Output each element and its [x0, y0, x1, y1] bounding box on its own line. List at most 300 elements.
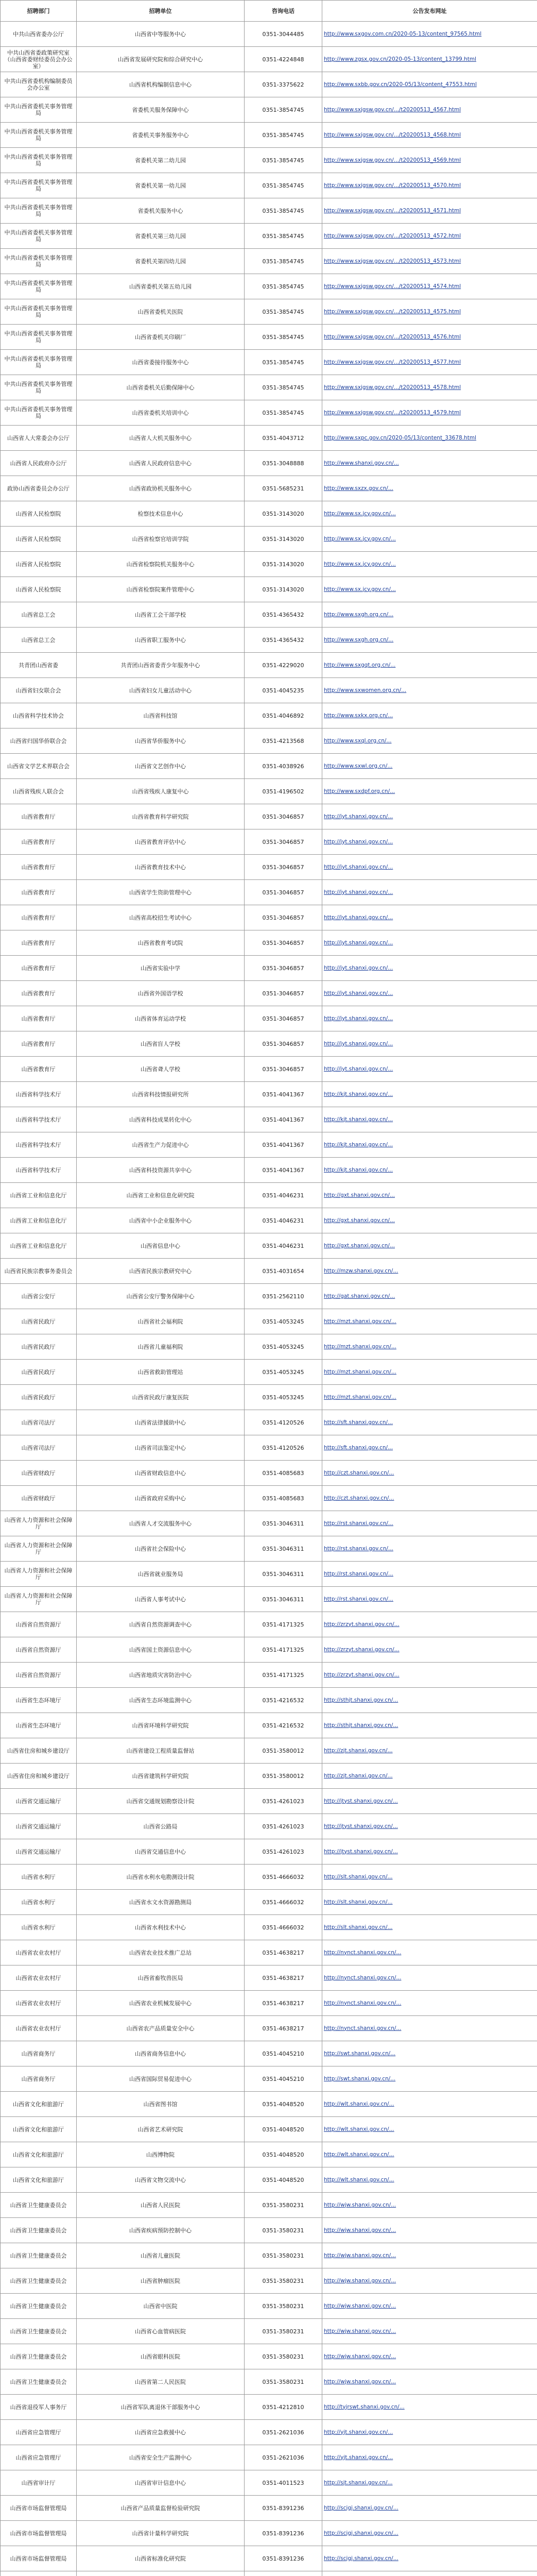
table-row	[1, 1082, 537, 1107]
notice-link[interactable]: http://www.sxwomen.org.cn/...	[324, 687, 407, 693]
cell-phone: 0351-4638217	[245, 1991, 322, 2016]
cell-unit: 山西省检察官培训学院	[77, 527, 245, 552]
notice-link[interactable]: http://www.sxjgsw.gov.cn/.../t20200513_4578.html	[324, 384, 461, 391]
cell-phone: 0351-4038926	[245, 754, 322, 779]
table-row	[1, 2092, 537, 2117]
cell-department: 山西省农业农村厅	[1, 1991, 77, 2016]
notice-link[interactable]: http://jyt.shanxi.gov.cn/...	[324, 964, 393, 971]
table-row	[1, 2571, 537, 2576]
cell-phone: 0351-3044485	[245, 22, 322, 47]
cell-unit: 山西省肿瘤医院	[77, 2268, 245, 2294]
notice-link[interactable]: http://www.sxbb.gov.cn/2020-05/13/content_47553.html	[324, 81, 477, 88]
cell-department: 山西省民政厅	[1, 1309, 77, 1334]
notice-link[interactable]: http://wjw.shanxi.gov.cn/...	[324, 2302, 396, 2309]
notice-link[interactable]: http://jtyst.shanxi.gov.cn/...	[324, 1823, 398, 1829]
notice-link[interactable]: http://kjt.shanxi.gov.cn/...	[324, 1091, 393, 1097]
cell-department: 山西省教育厅	[1, 1006, 77, 1031]
cell-unit: 山西省畜牧兽医局	[77, 1965, 245, 1991]
notice-link[interactable]: http://zrzyt.shanxi.gov.cn/...	[324, 1646, 400, 1653]
cell-unit: 山西省委机关第五幼儿园	[77, 274, 245, 299]
notice-link[interactable]: http://www.shanxi.gov.cn/...	[324, 460, 399, 466]
cell-phone: 0351-3854745	[245, 123, 322, 148]
cell-unit: 山西省科技成果转化中心	[77, 1107, 245, 1132]
cell-url	[322, 1132, 537, 1158]
cell-department: 山西省应急管理厅	[1, 2420, 77, 2445]
table-row	[1, 1132, 537, 1158]
notice-link[interactable]: http://www.sxjgsw.gov.cn/.../t20200513_4568.html	[324, 131, 461, 138]
cell-url	[322, 779, 537, 804]
cell-url	[322, 628, 537, 653]
notice-link[interactable]: http://nynct.shanxi.gov.cn/...	[324, 1949, 402, 1956]
cell-url	[322, 905, 537, 930]
cell-phone: 0351-3046311	[245, 1562, 322, 1587]
table-row	[1, 1713, 537, 1738]
cell-unit: 山西省教育技术中心	[77, 855, 245, 880]
notice-link[interactable]: http://yjt.shanxi.gov.cn/...	[324, 2429, 393, 2435]
cell-url	[322, 2117, 537, 2142]
cell-url	[322, 1410, 537, 1435]
notice-link[interactable]: http://www.sxjgsw.gov.cn/.../t20200513_4567.html	[324, 106, 461, 113]
cell-url	[322, 2016, 537, 2041]
cell-department: 山西省文化和旅游厅	[1, 2092, 77, 2117]
notice-link[interactable]: http://slt.shanxi.gov.cn/...	[324, 1873, 393, 1880]
cell-phone: 0351-4053245	[245, 1334, 322, 1360]
notice-link[interactable]: http://www.sxjgsw.gov.cn/.../t20200513_4575.html	[324, 308, 461, 315]
table-row	[1, 173, 537, 198]
cell-department	[1, 2571, 77, 2576]
cell-url	[322, 476, 537, 501]
cell-department: 山西省总工会	[1, 628, 77, 653]
cell-url	[322, 1486, 537, 1511]
notice-link[interactable]: http://www.sxjgsw.gov.cn/.../t20200513_4570.html	[324, 182, 461, 189]
header-url: 公告发布网址	[322, 1, 537, 22]
notice-link[interactable]: http://sthjt.shanxi.gov.cn/...	[324, 1697, 399, 1703]
notice-link[interactable]: http://wjw.shanxi.gov.cn/...	[324, 2227, 396, 2233]
cell-url	[322, 577, 537, 602]
table-row	[1, 1915, 537, 1940]
cell-department: 山西省教育厅	[1, 905, 77, 930]
cell-unit: 山西省委机关培训中心	[77, 400, 245, 426]
notice-link[interactable]: http://www.sxql.org.cn/...	[324, 737, 392, 744]
notice-link[interactable]: http://wlt.shanxi.gov.cn/...	[324, 2126, 394, 2132]
cell-department: 山西省教育厅	[1, 829, 77, 855]
cell-department: 山西省交通运输厅	[1, 1789, 77, 1814]
cell-url	[322, 325, 537, 350]
cell-url	[322, 2369, 537, 2395]
cell-phone: 0351-3580012	[245, 1764, 322, 1789]
cell-phone: 0351-3046857	[245, 1057, 322, 1082]
notice-link[interactable]: http://tyjrswt.shanxi.gov.cn/...	[324, 2403, 405, 2410]
notice-link[interactable]: http://gxt.shanxi.gov.cn/...	[324, 1217, 395, 1224]
notice-link[interactable]: http://www.sxjgsw.gov.cn/.../t20200513_4574.html	[324, 283, 461, 290]
notice-link[interactable]: http://czt.shanxi.gov.cn/...	[324, 1495, 394, 1501]
notice-link[interactable]: http://www.sxdpf.org.cn/...	[324, 788, 395, 794]
cell-url	[322, 1915, 537, 1940]
cell-department: 山西省教育厅	[1, 981, 77, 1006]
cell-url	[322, 2420, 537, 2445]
cell-department: 山西省民政厅	[1, 1360, 77, 1385]
table-row	[1, 476, 537, 501]
notice-link[interactable]: http://www.sx.jcy.gov.cn/...	[324, 561, 396, 567]
notice-link[interactable]: http://www.sx.jcy.gov.cn/...	[324, 586, 396, 592]
cell-url	[322, 501, 537, 527]
cell-phone: 0351-3143020	[245, 527, 322, 552]
table-row	[1, 2344, 537, 2369]
cell-url	[322, 2268, 537, 2294]
cell-phone: 0351-3580231	[245, 2344, 322, 2369]
table-row	[1, 72, 537, 97]
cell-url	[322, 1385, 537, 1410]
cell-department: 山西省农业农村厅	[1, 1940, 77, 1965]
notice-link[interactable]: http://nynct.shanxi.gov.cn/...	[324, 1974, 402, 1981]
cell-department: 山西省农业农村厅	[1, 1965, 77, 1991]
notice-link[interactable]: http://www.sxwl.org.cn/...	[324, 762, 393, 769]
cell-department: 中共山西省委机关事务管理局	[1, 173, 77, 198]
cell-unit: 山西省国土资源信息中心	[77, 1637, 245, 1663]
cell-department: 山西省卫生健康委员会	[1, 2193, 77, 2218]
table-row	[1, 930, 537, 956]
notice-link[interactable]: http://jyt.shanxi.gov.cn/...	[324, 813, 393, 820]
cell-unit: 山西省公路局	[77, 1814, 245, 1839]
cell-department: 山西省教育厅	[1, 930, 77, 956]
cell-url	[322, 1991, 537, 2016]
table-row	[1, 400, 537, 426]
notice-link[interactable]: http://www.sxgov.com.cn/2020-05-13/content_97565.html	[324, 30, 482, 37]
cell-department: 山西省人大常委会办公厅	[1, 426, 77, 451]
notice-link[interactable]: http://www.sxgqt.org.cn/...	[324, 662, 396, 668]
notice-link[interactable]: http://rst.shanxi.gov.cn/...	[324, 1596, 393, 1602]
cell-department: 山西省卫生健康委员会	[1, 2268, 77, 2294]
cell-unit: 山西省人才交流服务中心	[77, 1511, 245, 1536]
notice-link[interactable]: http://www.sxjgsw.gov.cn/.../t20200513_4577.html	[324, 359, 461, 365]
notice-link[interactable]: http://zjt.shanxi.gov.cn/...	[324, 1772, 393, 1779]
notice-link[interactable]: http://sft.shanxi.gov.cn/...	[324, 1419, 393, 1426]
cell-department: 山西省教育厅	[1, 804, 77, 829]
cell-unit: 山西省国际贸易促进中心	[77, 2066, 245, 2092]
table-row	[1, 1890, 537, 1915]
cell-phone: 0351-4011523	[245, 2470, 322, 2496]
cell-department: 山西省卫生健康委员会	[1, 2294, 77, 2319]
notice-link[interactable]: http://nynct.shanxi.gov.cn/...	[324, 2025, 402, 2031]
cell-unit: 山西省建筑科学研究院	[77, 1764, 245, 1789]
cell-unit: 山西省水文水资源勘测局	[77, 1890, 245, 1915]
cell-unit: 山西省眼科医院	[77, 2344, 245, 2369]
notice-link[interactable]: http://mzw.shanxi.gov.cn/...	[324, 1267, 399, 1274]
cell-phone: 0351-3854745	[245, 224, 322, 249]
cell-unit: 山西省计量科学研究院	[77, 2521, 245, 2546]
cell-phone: 0351-4045210	[245, 2066, 322, 2092]
cell-url	[322, 2470, 537, 2496]
cell-phone: 0351-3854745	[245, 249, 322, 274]
notice-link[interactable]: http://www.sxjgsw.gov.cn/.../t20200513_4579.html	[324, 409, 461, 416]
cell-phone: 0351-4638217	[245, 1940, 322, 1965]
notice-link[interactable]: http://kjt.shanxi.gov.cn/...	[324, 1166, 393, 1173]
notice-link[interactable]: http://www.sxjgsw.gov.cn/.../t20200513_4572.html	[324, 232, 461, 239]
cell-url	[322, 1612, 537, 1637]
cell-phone: 0351-3580231	[245, 2369, 322, 2395]
cell-unit: 山西省水利水电勘测设计院	[77, 1865, 245, 1890]
cell-phone: 0351-3854745	[245, 325, 322, 350]
table-row	[1, 1865, 537, 1890]
table-row	[1, 1435, 537, 1461]
notice-link[interactable]: http://wjw.shanxi.gov.cn/...	[324, 2277, 396, 2284]
notice-link[interactable]: http://jyt.shanxi.gov.cn/...	[324, 1065, 393, 1072]
notice-link[interactable]: http://jyt.shanxi.gov.cn/...	[324, 1040, 393, 1047]
table-row	[1, 829, 537, 855]
cell-phone: 0351-4031654	[245, 1259, 322, 1284]
notice-link[interactable]: http://wlt.shanxi.gov.cn/...	[324, 2151, 394, 2158]
notice-link[interactable]: http://mzt.shanxi.gov.cn/...	[324, 1318, 396, 1325]
cell-department: 山西省人民检察院	[1, 577, 77, 602]
notice-link[interactable]: http://www.sx.jcy.gov.cn/...	[324, 510, 396, 517]
notice-link[interactable]: http://jyt.shanxi.gov.cn/...	[324, 914, 393, 921]
cell-phone: 0351-3580231	[245, 2294, 322, 2319]
table-row	[1, 249, 537, 274]
cell-unit: 山西省发展研究院和综合研究中心	[77, 47, 245, 72]
notice-link[interactable]: http://www.sx.jcy.gov.cn/...	[324, 535, 396, 542]
cell-department: 共青团山西省委	[1, 653, 77, 678]
cell-phone: 0351-4046231	[245, 1208, 322, 1233]
table-header-row	[1, 1, 537, 22]
notice-link[interactable]: http://wlt.shanxi.gov.cn/...	[324, 2100, 394, 2107]
cell-department: 山西省科学技术厅	[1, 1107, 77, 1132]
cell-unit: 山西省环境科学研究院	[77, 1713, 245, 1738]
notice-link[interactable]: http://rst.shanxi.gov.cn/...	[324, 1545, 393, 1552]
cell-unit: 山西省交通规划勘察设计院	[77, 1789, 245, 1814]
cell-unit: 省委机关第三幼儿园	[77, 224, 245, 249]
table-row	[1, 804, 537, 829]
table-row	[1, 577, 537, 602]
notice-link[interactable]: http://kjt.shanxi.gov.cn/...	[324, 1141, 393, 1148]
cell-department: 山西省自然资源厅	[1, 1637, 77, 1663]
cell-department: 山西省工业和信息化厅	[1, 1208, 77, 1233]
table-row	[1, 2142, 537, 2167]
table-row	[1, 1511, 537, 1536]
notice-link[interactable]: http://www.zgsx.gov.cn/2020-05-13/content_13799.html	[324, 56, 476, 62]
cell-url	[322, 754, 537, 779]
notice-link[interactable]: http://sthjt.shanxi.gov.cn/...	[324, 1722, 399, 1728]
cell-phone: 0351-3046857	[245, 829, 322, 855]
notice-link[interactable]: http://www.sxjgsw.gov.cn/.../t20200513_4573.html	[324, 258, 461, 264]
cell-url	[322, 2445, 537, 2470]
notice-link[interactable]: http://wjw.shanxi.gov.cn/...	[324, 2252, 396, 2259]
cell-phone: 0351-4171325	[245, 1637, 322, 1663]
cell-url	[322, 1183, 537, 1208]
cell-department: 山西省教育厅	[1, 880, 77, 905]
table-row	[1, 1233, 537, 1259]
notice-link[interactable]: http://gxt.shanxi.gov.cn/...	[324, 1192, 395, 1198]
notice-link[interactable]: http://scjgj.shanxi.gov.cn/...	[324, 2504, 399, 2511]
notice-link[interactable]: http://jyt.shanxi.gov.cn/...	[324, 889, 393, 895]
notice-link[interactable]: http://czt.shanxi.gov.cn/...	[324, 1469, 394, 1476]
cell-department: 山西省交通运输厅	[1, 1814, 77, 1839]
cell-phone: 0351-4171325	[245, 1612, 322, 1637]
notice-link[interactable]: http://gxt.shanxi.gov.cn/...	[324, 1242, 395, 1249]
notice-link[interactable]: http://jtyst.shanxi.gov.cn/...	[324, 1798, 398, 1804]
cell-phone: 0351-4053245	[245, 1385, 322, 1410]
cell-url	[322, 2218, 537, 2243]
table-row	[1, 527, 537, 552]
cell-unit: 山西省科技资源共享中心	[77, 1158, 245, 1183]
cell-department: 山西省人民检察院	[1, 501, 77, 527]
notice-link[interactable]: http://yjt.shanxi.gov.cn/...	[324, 2454, 393, 2461]
notice-link[interactable]: http://rst.shanxi.gov.cn/...	[324, 1570, 393, 1577]
cell-department: 山西省退役军人事务厅	[1, 2395, 77, 2420]
cell-unit: 山西省就业服务局	[77, 1562, 245, 1587]
table-row	[1, 602, 537, 628]
cell-department: 山西省卫生健康委员会	[1, 2319, 77, 2344]
cell-unit: 山西省应急救援中心	[77, 2420, 245, 2445]
notice-link[interactable]: http://jyt.shanxi.gov.cn/...	[324, 990, 393, 996]
cell-department: 山西省工业和信息化厅	[1, 1233, 77, 1259]
notice-link[interactable]: http://zjt.shanxi.gov.cn/...	[324, 1747, 393, 1754]
notice-link[interactable]: http://nynct.shanxi.gov.cn/...	[324, 1999, 402, 2006]
cell-url	[322, 2521, 537, 2546]
cell-unit: 山西省儿童医院	[77, 2243, 245, 2268]
cell-unit: 山西省救助管理站	[77, 1360, 245, 1385]
notice-link[interactable]: http://zrzyt.shanxi.gov.cn/...	[324, 1621, 400, 1628]
table-row	[1, 653, 537, 678]
cell-unit: 山西省教育考试院	[77, 930, 245, 956]
cell-url	[322, 1334, 537, 1360]
cell-unit: 山西省检察院案件管理中心	[77, 577, 245, 602]
notice-link[interactable]: http://kjt.shanxi.gov.cn/...	[324, 1116, 393, 1123]
notice-link[interactable]: http://rst.shanxi.gov.cn/...	[324, 1520, 393, 1527]
notice-link[interactable]: http://mzt.shanxi.gov.cn/...	[324, 1394, 396, 1400]
notice-link[interactable]: http://www.sxjgsw.gov.cn/.../t20200513_4571.html	[324, 207, 461, 214]
notice-link[interactable]: http://zrzyt.shanxi.gov.cn/...	[324, 1671, 400, 1678]
table-row	[1, 754, 537, 779]
table-row	[1, 1612, 537, 1637]
table-row	[1, 956, 537, 981]
cell-phone: 0351-3854745	[245, 274, 322, 299]
notice-link[interactable]: http://jyt.shanxi.gov.cn/...	[324, 838, 393, 845]
table-row	[1, 981, 537, 1006]
cell-url	[322, 400, 537, 426]
notice-link[interactable]: http://mzt.shanxi.gov.cn/...	[324, 1343, 396, 1350]
cell-url	[322, 1536, 537, 1562]
cell-unit: 山西省地质灾害防治中心	[77, 1663, 245, 1688]
cell-unit: 山西省艺术研究院	[77, 2117, 245, 2142]
notice-link[interactable]: http://wjw.shanxi.gov.cn/...	[324, 2378, 396, 2385]
cell-phone: 0351-4048520	[245, 2142, 322, 2167]
cell-url	[322, 1233, 537, 1259]
cell-unit: 山西省委机关印刷厂	[77, 325, 245, 350]
cell-department: 中共山西省委办公厅	[1, 22, 77, 47]
notice-link[interactable]: http://jyt.shanxi.gov.cn/...	[324, 863, 393, 870]
cell-department: 山西省自然资源厅	[1, 1612, 77, 1637]
cell-phone: 0351-3046311	[245, 1536, 322, 1562]
notice-link[interactable]: http://wjw.shanxi.gov.cn/...	[324, 2353, 396, 2360]
notice-link[interactable]: http://www.sxjgsw.gov.cn/.../t20200513_4569.html	[324, 157, 461, 163]
notice-link[interactable]: http://www.sxgh.org.cn/...	[324, 611, 394, 618]
cell-url	[322, 148, 537, 173]
notice-link[interactable]: http://swt.shanxi.gov.cn/...	[324, 2075, 396, 2082]
cell-url	[322, 451, 537, 476]
notice-link[interactable]: http://sjt.shanxi.gov.cn/...	[324, 2479, 393, 2486]
cell-unit: 山西省聋人学校	[77, 1057, 245, 1082]
notice-link[interactable]: http://wjw.shanxi.gov.cn/...	[324, 2328, 396, 2334]
notice-link[interactable]: http://slt.shanxi.gov.cn/...	[324, 1924, 393, 1930]
cell-unit: 省委机关服务中心	[77, 198, 245, 224]
notice-link[interactable]: http://scjgj.shanxi.gov.cn/...	[324, 2530, 399, 2536]
table-row	[1, 97, 537, 123]
cell-department: 中共山西省委机关事务管理局	[1, 249, 77, 274]
notice-link[interactable]: http://gat.shanxi.gov.cn/...	[324, 1293, 395, 1299]
table-row	[1, 375, 537, 400]
cell-url	[322, 2193, 537, 2218]
cell-unit: 山西省文艺创作中心	[77, 754, 245, 779]
cell-phone: 0351-3854745	[245, 198, 322, 224]
cell-unit: 共青团山西省委青少年服务中心	[77, 653, 245, 678]
notice-link[interactable]: http://wlt.shanxi.gov.cn/...	[324, 2176, 394, 2183]
cell-phone: 0351-4053245	[245, 1360, 322, 1385]
table-row	[1, 1587, 537, 1612]
cell-url	[322, 1764, 537, 1789]
notice-link[interactable]: http://jyt.shanxi.gov.cn/...	[324, 1015, 393, 1022]
notice-link[interactable]: http://wjw.shanxi.gov.cn/...	[324, 2201, 396, 2208]
cell-phone: 0351-3854745	[245, 375, 322, 400]
notice-link[interactable]: http://jtyst.shanxi.gov.cn/...	[324, 1848, 398, 1855]
table-row	[1, 1107, 537, 1132]
table-row	[1, 2243, 537, 2268]
cell-unit: 省委机关事务服务中心	[77, 123, 245, 148]
notice-link[interactable]: http://www.sxgh.org.cn/...	[324, 636, 394, 643]
notice-link[interactable]: http://www.sxpc.gov.cn/2020-05/13/content_33678.html	[324, 434, 476, 441]
cell-url	[322, 426, 537, 451]
notice-link[interactable]: http://scjgj.shanxi.gov.cn/...	[324, 2555, 399, 2562]
cell-department: 山西省文化和旅游厅	[1, 2117, 77, 2142]
table-row	[1, 1461, 537, 1486]
table-row	[1, 1940, 537, 1965]
notice-link[interactable]: http://slt.shanxi.gov.cn/...	[324, 1899, 393, 1905]
cell-url	[322, 1309, 537, 1334]
cell-phone: 0351-8391236	[245, 2521, 322, 2546]
notice-link[interactable]: http://www.sxzx.gov.cn/...	[324, 485, 393, 492]
cell-phone: 0351-3854745	[245, 350, 322, 375]
cell-phone: 0351-4365432	[245, 602, 322, 628]
cell-phone: 0351-3580231	[245, 2319, 322, 2344]
notice-link[interactable]: http://swt.shanxi.gov.cn/...	[324, 2050, 396, 2057]
notice-link[interactable]: http://www.sxjgsw.gov.cn/.../t20200513_4576.html	[324, 333, 461, 340]
cell-url	[322, 1738, 537, 1764]
cell-department: 中共山西省委机关事务管理局	[1, 350, 77, 375]
cell-department: 中共山西省委机关事务管理局	[1, 97, 77, 123]
cell-phone: 0351-2621036	[245, 2445, 322, 2470]
cell-department: 山西省交通运输厅	[1, 1839, 77, 1865]
cell-url	[322, 173, 537, 198]
notice-link[interactable]: http://www.sxkx.org.cn/...	[324, 712, 393, 719]
table-row	[1, 2470, 537, 2496]
cell-url	[322, 981, 537, 1006]
cell-url	[322, 2167, 537, 2193]
cell-url	[322, 1890, 537, 1915]
notice-link[interactable]: http://sft.shanxi.gov.cn/...	[324, 1444, 393, 1451]
cell-url	[322, 2092, 537, 2117]
cell-phone: 0351-4085683	[245, 1461, 322, 1486]
cell-phone: 0351-5685231	[245, 476, 322, 501]
notice-link[interactable]: http://jyt.shanxi.gov.cn/...	[324, 939, 393, 946]
cell-unit: 山西省农业机械发展中心	[77, 1991, 245, 2016]
cell-url	[322, 2546, 537, 2571]
cell-department: 山西省审计厅	[1, 2470, 77, 2496]
cell-department: 山西省卫生健康委员会	[1, 2344, 77, 2369]
cell-unit: 山西省社会福利院	[77, 1309, 245, 1334]
notice-link[interactable]: http://mzt.shanxi.gov.cn/...	[324, 1368, 396, 1375]
cell-url	[322, 930, 537, 956]
cell-url	[322, 1158, 537, 1183]
cell-unit: 山西省农产品质量安全中心	[77, 2016, 245, 2041]
